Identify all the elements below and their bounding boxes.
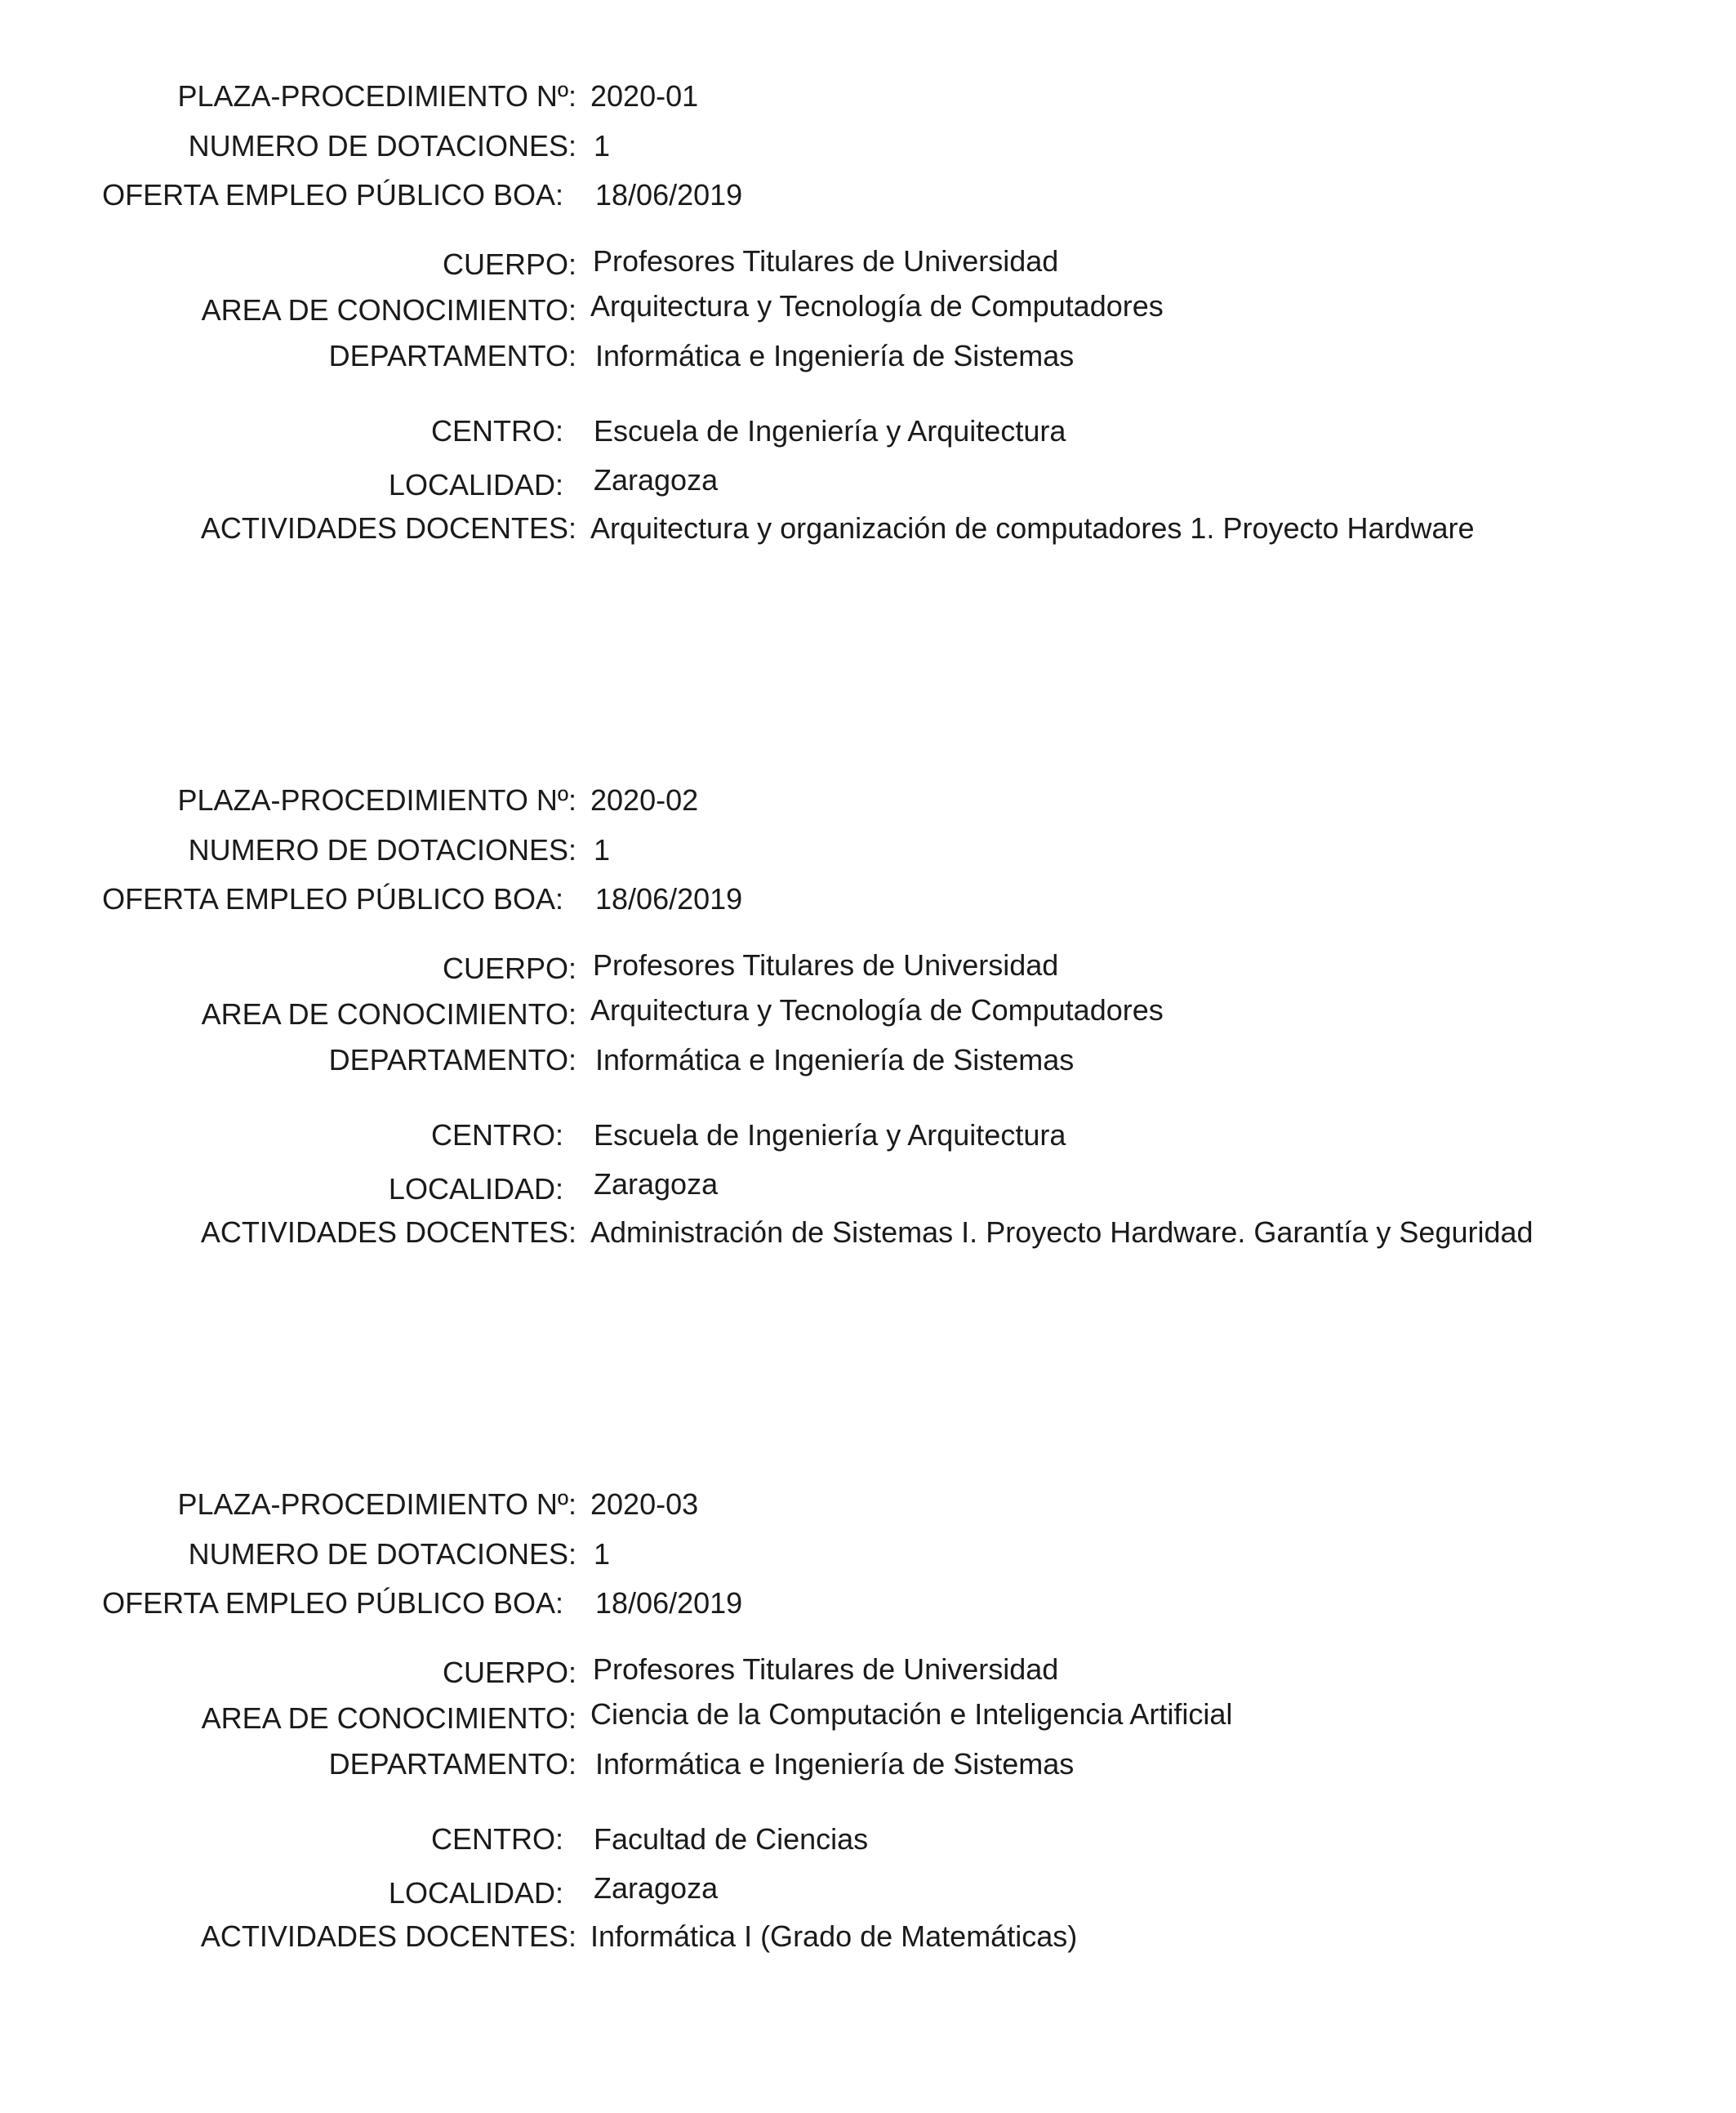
cuerpo-value: Profesores Titulares de Universidad xyxy=(593,948,1059,982)
departamento-value: Informática e Ingeniería de Sistemas xyxy=(595,339,1075,372)
departamento-value: Informática e Ingeniería de Sistemas xyxy=(595,1043,1075,1077)
oferta-label: OFERTA EMPLEO PÚBLICO BOA: xyxy=(102,178,563,212)
centro-value: Escuela de Ingeniería y Arquitectura xyxy=(594,1118,1066,1152)
cuerpo-label: CUERPO: xyxy=(442,247,576,281)
actividades-label: ACTIVIDADES DOCENTES: xyxy=(200,1215,576,1249)
centro-label: CENTRO: xyxy=(431,1118,563,1152)
plaza-value: 2020-02 xyxy=(590,783,699,817)
area-label: AREA DE CONOCIMIENTO: xyxy=(201,1701,576,1735)
centro-value: Escuela de Ingeniería y Arquitectura xyxy=(594,414,1066,448)
actividades-label: ACTIVIDADES DOCENTES: xyxy=(200,1919,576,1953)
departamento-value: Informática e Ingeniería de Sistemas xyxy=(595,1747,1075,1781)
oferta-label: OFERTA EMPLEO PÚBLICO BOA: xyxy=(102,882,563,916)
dotaciones-label: NUMERO DE DOTACIONES: xyxy=(188,1537,576,1571)
localidad-label: LOCALIDAD: xyxy=(388,1876,563,1910)
centro-value: Facultad de Ciencias xyxy=(594,1822,869,1856)
localidad-value: Zaragoza xyxy=(594,1871,719,1905)
plaza-label: PLAZA-PROCEDIMIENTO Nº: xyxy=(177,783,576,817)
area-value: Arquitectura y Tecnología de Computadores xyxy=(590,993,1164,1027)
cuerpo-label: CUERPO: xyxy=(442,1656,576,1689)
oferta-value: 18/06/2019 xyxy=(595,178,743,212)
area-label: AREA DE CONOCIMIENTO: xyxy=(201,997,576,1031)
dotaciones-label: NUMERO DE DOTACIONES: xyxy=(188,833,576,867)
departamento-label: DEPARTAMENTO: xyxy=(328,1747,576,1781)
dotaciones-value: 1 xyxy=(594,1537,611,1571)
departamento-label: DEPARTAMENTO: xyxy=(328,339,576,372)
plaza-value: 2020-01 xyxy=(590,79,699,113)
actividades-value: Informática I (Grado de Matemáticas) xyxy=(590,1919,1078,1953)
plaza-block-2 xyxy=(0,704,1736,1249)
dotaciones-value: 1 xyxy=(594,129,611,163)
departamento-label: DEPARTAMENTO: xyxy=(328,1043,576,1077)
oferta-value: 18/06/2019 xyxy=(595,1586,743,1620)
dotaciones-value: 1 xyxy=(594,833,611,867)
plaza-block-1 xyxy=(0,0,1736,545)
actividades-label: ACTIVIDADES DOCENTES: xyxy=(200,511,576,545)
centro-label: CENTRO: xyxy=(431,1822,563,1856)
cuerpo-value: Profesores Titulares de Universidad xyxy=(593,244,1059,278)
localidad-label: LOCALIDAD: xyxy=(388,1172,563,1206)
plaza-label: PLAZA-PROCEDIMIENTO Nº: xyxy=(177,79,576,113)
area-value: Ciencia de la Computación e Inteligencia Artificial xyxy=(590,1697,1233,1731)
centro-label: CENTRO: xyxy=(431,414,563,448)
oferta-value: 18/06/2019 xyxy=(595,882,743,916)
dotaciones-label: NUMERO DE DOTACIONES: xyxy=(188,129,576,163)
oferta-label: OFERTA EMPLEO PÚBLICO BOA: xyxy=(102,1586,563,1620)
localidad-label: LOCALIDAD: xyxy=(388,468,563,502)
localidad-value: Zaragoza xyxy=(594,463,719,497)
cuerpo-label: CUERPO: xyxy=(442,952,576,985)
plaza-label: PLAZA-PROCEDIMIENTO Nº: xyxy=(177,1487,576,1521)
area-value: Arquitectura y Tecnología de Computadores xyxy=(590,289,1164,323)
localidad-value: Zaragoza xyxy=(594,1167,719,1201)
area-label: AREA DE CONOCIMIENTO: xyxy=(201,293,576,327)
plaza-block-3 xyxy=(0,1408,1736,1953)
cuerpo-value: Profesores Titulares de Universidad xyxy=(593,1652,1059,1686)
actividades-value: Arquitectura y organización de computadores 1. Proyecto Hardware xyxy=(590,511,1475,545)
actividades-value: Administración de Sistemas I. Proyecto Hardware. Garantía y Seguridad xyxy=(590,1215,1533,1249)
plaza-value: 2020-03 xyxy=(590,1487,699,1521)
